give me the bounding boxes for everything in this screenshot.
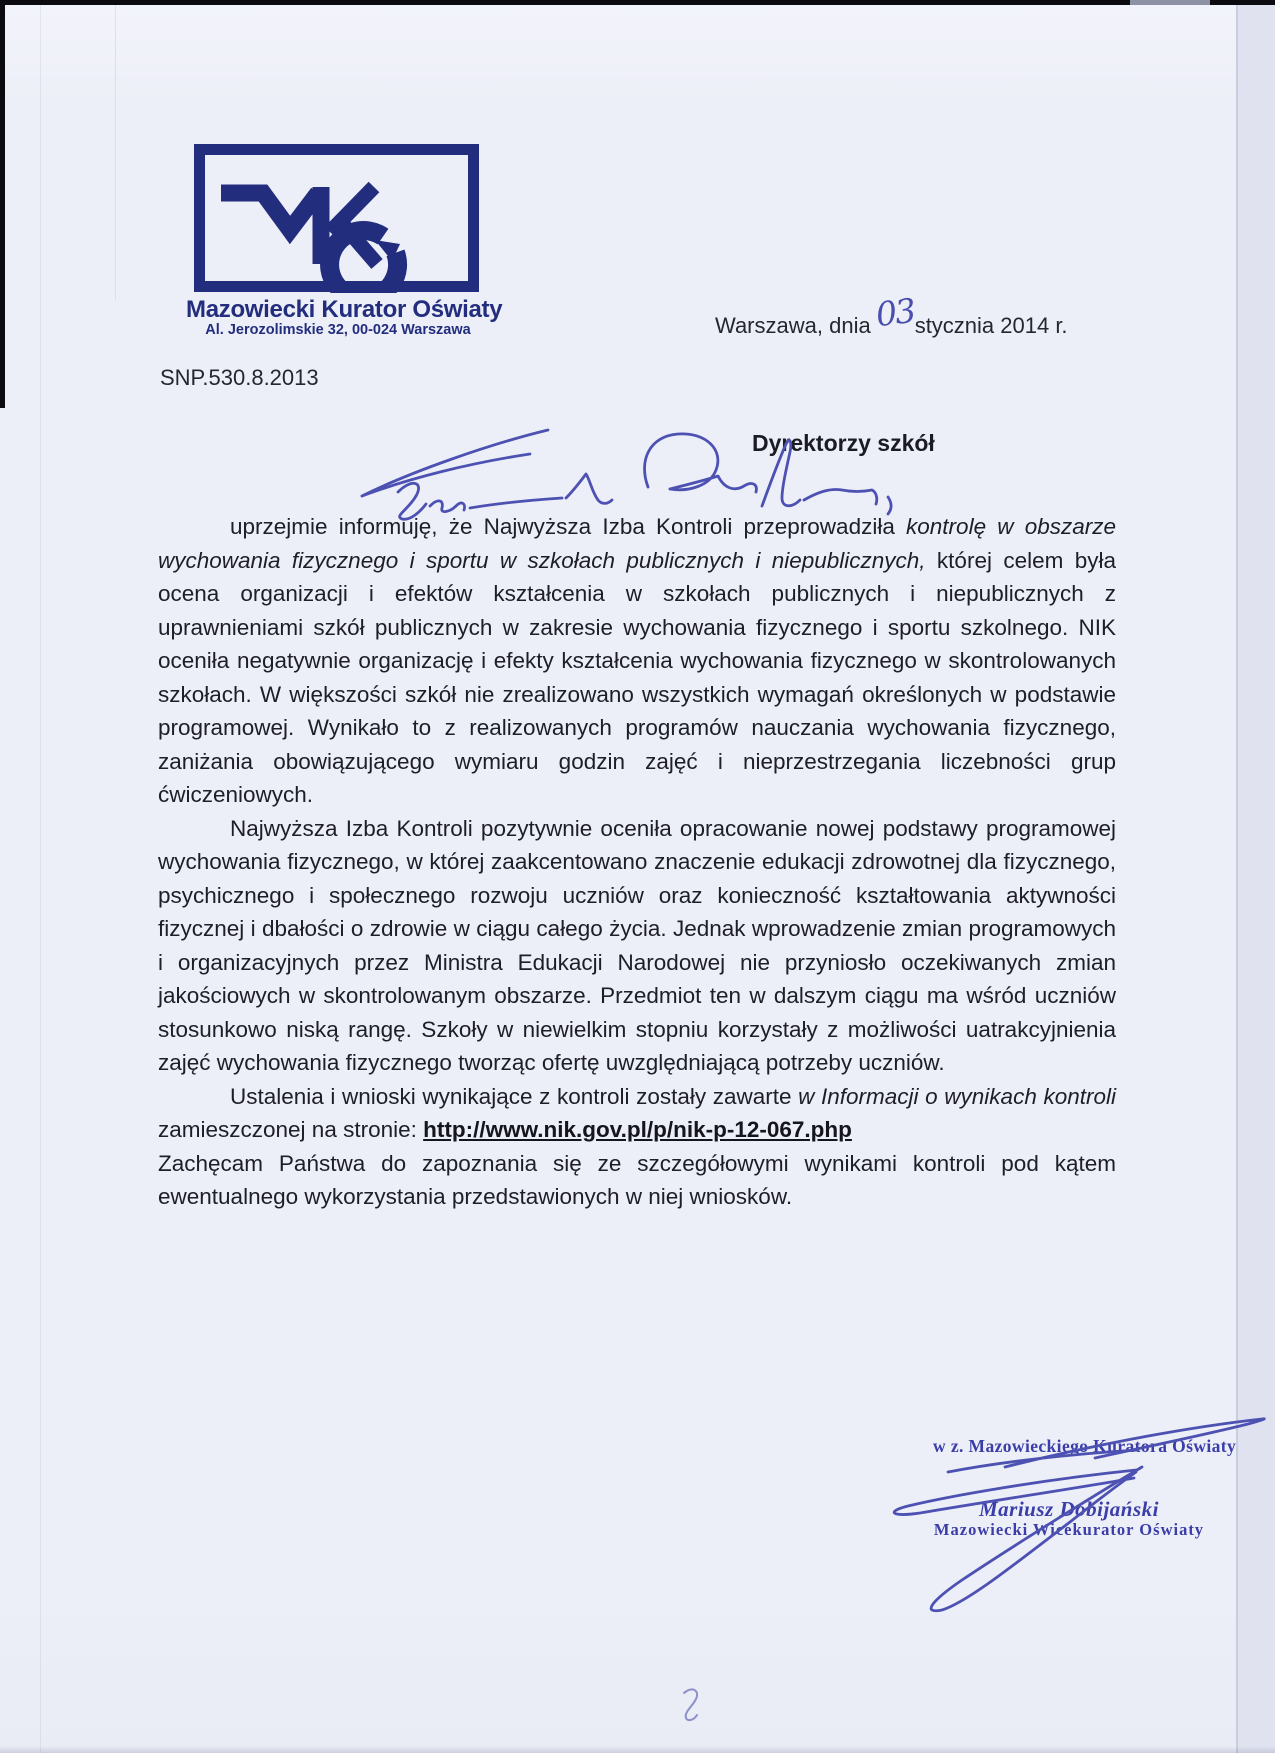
paragraph-text-segment: Zachęcam Państwa do zapoznania się ze szczegółowymi wynikami kontroli pod kątem ewentualnego wykorzystania przedstawionych w niej wniosków. — [158, 1150, 1116, 1209]
paragraph-text-segment: której celem była ocena organizacji i efektów kształcenia w szkołach publicznych i niepublicznych z uprawnieniami szkół publicznych w zakresie wychowania fizycznego i sportu szkolnego. NIK oceniła negatywnie organizację i efekty kształcenia wychowania fizycznego w skontrolowanych szkołach. W większości szkół nie zrealizowano wszystkich wymagań określonych w podstawie programowej. Wynikało to z realizowanych programów nauczania wychowania fizycznego, zaniżania obowiązującego wymiaru godzin zajęć i nieprzestrzegania liczebności grup ćwiczeniowych. — [158, 547, 1116, 807]
mko-logo-graphic — [193, 143, 480, 293]
stray-pen-mark — [675, 1685, 710, 1725]
paragraph-text-segment: uprzejmie informuję, że Najwyższa Izba Kontroli przeprowadziła — [230, 514, 907, 539]
paragraph-text-segment: kontrolę w obszarze wychowania fizycznego i sportu w szkołach publicznych i niepublicznych, — [158, 514, 1116, 573]
scan-edge-bottom — [0, 1746, 1275, 1753]
letter-paragraph — [158, 1147, 1116, 1214]
stamp-signer-title: Mazowiecki Wicekurator Oświaty — [933, 1520, 1205, 1539]
paragraph-text-segment: zamieszczonej na stronie: — [158, 1117, 424, 1142]
scan-edge-top — [0, 0, 1275, 5]
scan-edge-top-notch — [1130, 0, 1210, 5]
letter-paragraph — [158, 510, 1116, 812]
letter-paragraph — [158, 1080, 1116, 1147]
scan-edge-right-shade — [1238, 0, 1275, 1753]
mko-logo — [193, 143, 480, 293]
paragraph-text-segment: w Informacji o wynikach kontroli — [798, 1083, 1116, 1109]
stamp-on-behalf: w z. Mazowieckiego Kuratora Oświaty — [933, 1436, 1237, 1456]
recipient-heading: Dyrektorzy szkół — [752, 430, 935, 456]
paragraph-text-segment: Ustalenia i wnioski wynikające z kontroli zostały zawarte — [230, 1083, 799, 1109]
handwritten-day: 03 — [873, 290, 916, 335]
organization-address: Al. Jerozolimskie 32, 00-024 Warszawa — [205, 322, 471, 338]
letter-paragraph — [158, 812, 1116, 1080]
paragraph-text-segment: Najwyższa Izba Kontroli pozytywnie oceniła opracowanie nowej podstawy programowej wychowania fizycznego, w której zaakcentowano znaczenie edukacji zdrowotnej dla fizycznego, psychicznego i społecznego rozwoju uczniów oraz konieczność kształtowania aktywności fizycznej i dbałości o zdrowie w ciągu całego życia. Jednak wprowadzenie zmian programowych i organizacyjnych przez Ministra Edukacji Narodowej nie przyniosło oczekiwanych zmian jakościowych w skontrolowanym obszarze. Przedmiot ten w dalszym ciągu ma wśród uczniów stosunkowo niską rangę. Szkoły w niewielkim stopniu korzystały z możliwości uatrakcyjnienia zajęć wychowania fizycznego tworząc ofertę uwzględniającą potrzeby uczniów. — [158, 815, 1116, 1075]
date-prefix: Warszawa, dnia — [715, 313, 871, 338]
date-line — [715, 290, 1068, 339]
stamp-signer-name: Mariusz Dobijański — [979, 1497, 1159, 1521]
paper-crease-top-left — [115, 0, 116, 300]
organization-name: Mazowiecki Kurator Oświaty — [186, 296, 503, 323]
scan-edge-right-line — [1236, 0, 1238, 1753]
letter-body — [158, 510, 1116, 1214]
nik-report-link[interactable]: http://www.nik.gov.pl/p/nik-p-12-067.php — [423, 1117, 852, 1142]
reference-number: SNP.530.8.2013 — [160, 365, 319, 390]
date-suffix: stycznia 2014 r. — [914, 313, 1068, 338]
paper-crease-left — [40, 0, 41, 1753]
scan-edge-left — [0, 0, 5, 408]
